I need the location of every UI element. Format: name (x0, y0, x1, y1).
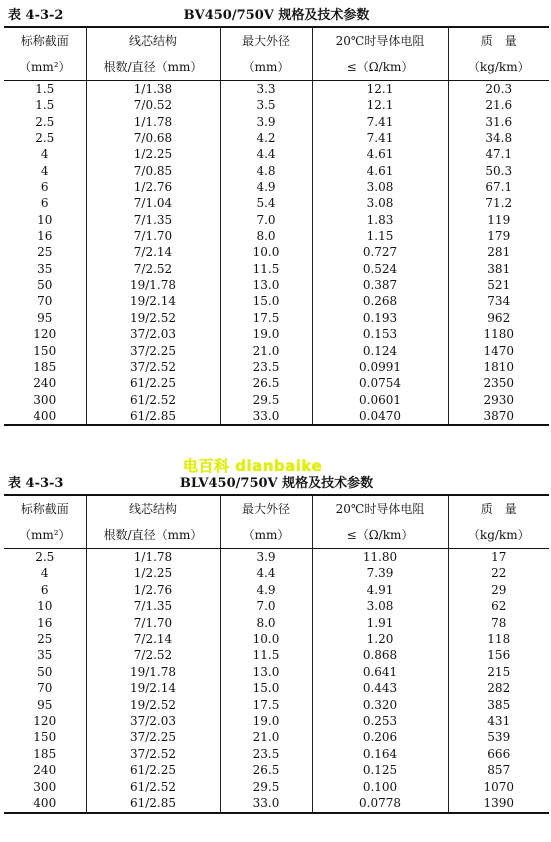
table-cell: 0.153 (312, 326, 448, 342)
table-cell: 150 (33, 730, 57, 745)
column-header (4, 27, 86, 81)
table-cell: 19/1.78 (86, 277, 220, 293)
table-cell: 10.0 (220, 244, 312, 260)
table-cell: 0.320 (312, 697, 448, 713)
table-cell: 4 (40, 566, 49, 581)
table-cell: 1810 (448, 359, 549, 375)
table-cell: 37/2.52 (86, 746, 220, 762)
table-cell: 4.91 (312, 582, 448, 598)
table-cell: 4.4 (220, 565, 312, 581)
spec-table-blv (4, 494, 549, 814)
table-cell: 185 (33, 359, 57, 374)
table-cell: 5.4 (220, 195, 312, 211)
table-body (4, 549, 549, 813)
table-cell: 47.1 (448, 146, 549, 162)
table-row (4, 277, 549, 293)
table-cell: 185 (33, 746, 57, 761)
table-cell: 3.9 (220, 114, 312, 130)
table-cell: 3.5 (220, 97, 312, 113)
column-header-line: （kg/km） (467, 528, 530, 542)
column-header-line: （mm） (242, 528, 290, 542)
column-header (220, 27, 312, 81)
header-row (4, 27, 549, 81)
spec-table-bv (4, 26, 549, 426)
table-cell: 29.5 (220, 779, 312, 795)
table-cell: 7/1.35 (86, 212, 220, 228)
table-cell: 12.1 (312, 81, 448, 98)
column-header (220, 495, 312, 549)
table-block-bv (4, 0, 549, 426)
column-header-line: 线芯结构 (128, 502, 177, 516)
table-cell: 19/2.14 (86, 680, 220, 696)
table-cell: 521 (448, 277, 549, 293)
table-cell: 71.2 (448, 195, 549, 211)
table-cell: 1.5 (35, 98, 55, 113)
table-cell: 7.41 (312, 114, 448, 130)
table-cell: 95 (37, 697, 53, 712)
table-cell: 539 (448, 729, 549, 745)
table-row (4, 631, 549, 647)
table-row (4, 163, 549, 179)
column-header-line: 标称截面 (20, 502, 69, 516)
column-header (312, 495, 448, 549)
table-cell: 4.4 (220, 146, 312, 162)
header-row (4, 495, 549, 549)
table-cell: 0.124 (312, 343, 448, 359)
table-cell: 21.6 (448, 97, 549, 113)
column-header (4, 495, 86, 549)
table-cell: 2930 (448, 392, 549, 408)
table-cell: 7/1.35 (86, 598, 220, 614)
table-cell: 4.2 (220, 130, 312, 146)
table-cell: 1/2.25 (86, 146, 220, 162)
table-cell: 1/2.25 (86, 565, 220, 581)
table-cell: 431 (448, 713, 549, 729)
table-cell: 7/0.68 (86, 130, 220, 146)
column-header (448, 495, 549, 549)
table-cell: 10 (37, 212, 53, 227)
column-header-line: 根数/直径（mm） (103, 60, 203, 74)
table-cell: 3.08 (312, 598, 448, 614)
table-row (4, 375, 549, 391)
table-cell: 21.0 (220, 343, 312, 359)
table-cell: 29.5 (220, 392, 312, 408)
table-cell: 37/2.25 (86, 343, 220, 359)
table-cell: 2.5 (35, 550, 55, 564)
table-cell: 50 (37, 664, 53, 679)
table-cell: 0.443 (312, 680, 448, 696)
table-cell: 1.20 (312, 631, 448, 647)
table-cell: 7/2.52 (86, 261, 220, 277)
table-cell: 1/1.78 (86, 549, 220, 566)
table-row (4, 261, 549, 277)
table-cell: 240 (33, 763, 57, 778)
table-cell: 734 (448, 293, 549, 309)
table-row (4, 97, 549, 113)
table-row (4, 713, 549, 729)
table-row (4, 779, 549, 795)
table-cell: 156 (448, 647, 549, 663)
table-cell: 25 (37, 632, 53, 647)
table-row (4, 293, 549, 309)
table-cell: 95 (37, 310, 53, 325)
table-cell: 78 (448, 615, 549, 631)
table-cell: 1/1.38 (86, 81, 220, 98)
table-cell: 19/1.78 (86, 664, 220, 680)
column-header (448, 27, 549, 81)
table-cell: 0.387 (312, 277, 448, 293)
table-cell: 7.0 (220, 212, 312, 228)
table-row (4, 326, 549, 342)
table-cell: 19.0 (220, 326, 312, 342)
column-header-line: 质 量 (480, 502, 517, 516)
column-header (312, 27, 448, 81)
table-cell: 13.0 (220, 664, 312, 680)
table-cell: 50.3 (448, 163, 549, 179)
column-header-line: 最大外径 (241, 502, 290, 516)
table-cell: 0.0601 (312, 392, 448, 408)
table-cell: 70 (37, 681, 53, 696)
table-row (4, 615, 549, 631)
table-row (4, 81, 549, 98)
table-cell: 666 (448, 746, 549, 762)
table-cell: 240 (33, 376, 57, 391)
table-cell: 400 (4, 408, 86, 425)
table-cell: 3.3 (220, 81, 312, 98)
table-row (4, 228, 549, 244)
table-cell: 6 (40, 196, 49, 211)
table-cell: 17.5 (220, 697, 312, 713)
table-cell: 1390 (448, 795, 549, 812)
table-cell: 26.5 (220, 762, 312, 778)
table-cell: 17.5 (220, 310, 312, 326)
table-cell: 15.0 (220, 680, 312, 696)
table-row (4, 212, 549, 228)
table-number: 表 4-3-3 (8, 476, 64, 491)
table-row (4, 114, 549, 130)
table-cell: 4 (40, 147, 49, 162)
table-cell: 0.524 (312, 261, 448, 277)
table-cell: 1/2.76 (86, 179, 220, 195)
table-cell: 400 (4, 795, 86, 812)
table-cell: 11.5 (220, 647, 312, 663)
table-row (4, 582, 549, 598)
column-header-line: （kg/km） (467, 60, 530, 74)
table-body (4, 81, 549, 426)
table-cell: 281 (448, 244, 549, 260)
table-row (4, 549, 549, 566)
column-header-line: 根数/直径（mm） (103, 528, 203, 542)
table-cell: 0.868 (312, 647, 448, 663)
table-cell: 7.0 (220, 598, 312, 614)
table-cell: 19/2.14 (86, 293, 220, 309)
table-cell: 6 (40, 582, 49, 597)
table-cell: 1.91 (312, 615, 448, 631)
column-header-line: ≤（Ω/km） (346, 528, 414, 542)
table-number: 表 4-3-2 (8, 8, 64, 23)
table-cell: 1.5 (35, 82, 55, 96)
table-cell: 19/2.52 (86, 697, 220, 713)
table-cell: 21.0 (220, 729, 312, 745)
table-row (4, 565, 549, 581)
table-cell: 3.9 (220, 549, 312, 566)
table-cell: 4.61 (312, 163, 448, 179)
column-header-line: （mm） (242, 60, 290, 74)
table-cell: 300 (33, 392, 57, 407)
table-cell: 215 (448, 664, 549, 680)
table-cell: 2.5 (35, 131, 55, 146)
table-cell: 19/2.52 (86, 310, 220, 326)
table-cell: 10.0 (220, 631, 312, 647)
table-cell: 0.253 (312, 713, 448, 729)
table-cell: 0.641 (312, 664, 448, 680)
column-header (86, 495, 220, 549)
table-row (4, 310, 549, 326)
table-cell: 10 (37, 599, 53, 614)
table-cell: 0.268 (312, 293, 448, 309)
table-cell: 33.0 (220, 795, 312, 812)
table-cell: 61/2.85 (86, 408, 220, 425)
table-cell: 7.39 (312, 565, 448, 581)
table-cell: 61/2.25 (86, 375, 220, 391)
column-header-line: 标称截面 (20, 34, 69, 48)
table-cell: 3.08 (312, 195, 448, 211)
table-cell: 12.1 (312, 97, 448, 113)
table-cell: 857 (448, 762, 549, 778)
table-cell: 25 (37, 245, 53, 260)
table-cell: 6 (40, 180, 49, 195)
table-title: BV450/750V 规格及技术参数 (183, 8, 370, 23)
table-row (4, 244, 549, 260)
table-cell: 7/1.70 (86, 615, 220, 631)
table-cell: 8.0 (220, 228, 312, 244)
table-cell: 4.61 (312, 146, 448, 162)
table-cell: 37/2.25 (86, 729, 220, 745)
table-cell: 0.0991 (312, 359, 448, 375)
table-cell: 61/2.52 (86, 392, 220, 408)
table-row (4, 680, 549, 696)
table-row (4, 343, 549, 359)
table-cell: 300 (33, 779, 57, 794)
table-row (4, 762, 549, 778)
column-header-line: 最大外径 (241, 34, 290, 48)
table-cell: 67.1 (448, 179, 549, 195)
column-header (86, 27, 220, 81)
table-cell: 1/2.76 (86, 582, 220, 598)
table-cell: 1.83 (312, 212, 448, 228)
table-cell: 35 (37, 261, 53, 276)
table-cell: 22 (448, 565, 549, 581)
table-caption (4, 0, 549, 26)
column-header-line: （mm²） (18, 60, 71, 74)
table-cell: 150 (33, 343, 57, 358)
table-row (4, 746, 549, 762)
table-cell: 19.0 (220, 713, 312, 729)
table-row (4, 146, 549, 162)
table-cell: 50 (37, 278, 53, 293)
table-cell: 385 (448, 697, 549, 713)
table-cell: 1/1.78 (86, 114, 220, 130)
table-cell: 7/1.70 (86, 228, 220, 244)
table-cell: 70 (37, 294, 53, 309)
table-cell: 1470 (448, 343, 549, 359)
column-header-line: ≤（Ω/km） (346, 60, 414, 74)
table-cell: 179 (448, 228, 549, 244)
table-cell: 962 (448, 310, 549, 326)
table-title: BLV450/750V 规格及技术参数 (179, 476, 374, 491)
table-cell: 1180 (448, 326, 549, 342)
table-cell: 4.8 (220, 163, 312, 179)
table-caption (4, 468, 549, 494)
table-row (4, 408, 549, 425)
table-cell: 37/2.52 (86, 359, 220, 375)
table-cell: 20.3 (448, 81, 549, 98)
table-cell: 7/0.85 (86, 163, 220, 179)
table-cell: 0.0754 (312, 375, 448, 391)
table-block-blv (4, 468, 549, 814)
table-row (4, 392, 549, 408)
table-cell: 62 (448, 598, 549, 614)
table-cell: 35 (37, 648, 53, 663)
table-cell: 7/2.14 (86, 631, 220, 647)
table-cell: 33.0 (220, 408, 312, 425)
table-cell: 1.15 (312, 228, 448, 244)
table-cell: 381 (448, 261, 549, 277)
column-header-line: 质 量 (480, 34, 517, 48)
table-cell: 2.5 (35, 114, 55, 129)
table-cell: 13.0 (220, 277, 312, 293)
table-cell: 120 (33, 327, 57, 342)
table-cell: 0.100 (312, 779, 448, 795)
column-header-line: 线芯结构 (128, 34, 177, 48)
column-header-line: （mm²） (18, 528, 71, 542)
table-cell: 0.164 (312, 746, 448, 762)
table-cell: 11.5 (220, 261, 312, 277)
table-row (4, 195, 549, 211)
column-header-line: 20℃时导体电阻 (335, 502, 425, 516)
table-cell: 61/2.25 (86, 762, 220, 778)
table-cell: 282 (448, 680, 549, 696)
table-cell: 0.0778 (312, 795, 448, 812)
table-cell: 23.5 (220, 359, 312, 375)
table-cell: 2350 (448, 375, 549, 391)
table-row (4, 795, 549, 812)
table-cell: 118 (448, 631, 549, 647)
table-cell: 7.41 (312, 130, 448, 146)
table-cell: 15.0 (220, 293, 312, 309)
table-cell: 37/2.03 (86, 713, 220, 729)
table-cell: 29 (448, 582, 549, 598)
table-row (4, 664, 549, 680)
table-row (4, 647, 549, 663)
table-cell: 119 (448, 212, 549, 228)
column-header-line: 20℃时导体电阻 (335, 34, 425, 48)
table-cell: 0.0470 (312, 408, 448, 425)
table-cell: 1070 (448, 779, 549, 795)
table-cell: 0.206 (312, 729, 448, 745)
table-row (4, 130, 549, 146)
table-cell: 16 (37, 229, 53, 244)
table-cell: 7/0.52 (86, 97, 220, 113)
table-cell: 8.0 (220, 615, 312, 631)
table-row (4, 179, 549, 195)
table-cell: 17 (448, 549, 549, 566)
table-cell: 16 (37, 615, 53, 630)
table-row (4, 359, 549, 375)
table-cell: 4.9 (220, 582, 312, 598)
table-cell: 4.9 (220, 179, 312, 195)
table-cell: 0.193 (312, 310, 448, 326)
table-cell: 4 (40, 163, 49, 178)
table-cell: 23.5 (220, 746, 312, 762)
table-cell: 0.125 (312, 762, 448, 778)
table-cell: 7/2.14 (86, 244, 220, 260)
table-cell: 37/2.03 (86, 326, 220, 342)
table-cell: 31.6 (448, 114, 549, 130)
table-cell: 0.727 (312, 244, 448, 260)
watermark: 电百科 dianbaike (183, 457, 323, 475)
table-cell: 34.8 (448, 130, 549, 146)
table-cell: 120 (33, 714, 57, 729)
table-cell: 3.08 (312, 179, 448, 195)
table-cell: 3870 (448, 408, 549, 425)
table-row (4, 729, 549, 745)
table-cell: 61/2.52 (86, 779, 220, 795)
table-row (4, 598, 549, 614)
table-row (4, 697, 549, 713)
table-cell: 7/2.52 (86, 647, 220, 663)
table-cell: 11.80 (312, 549, 448, 566)
table-cell: 7/1.04 (86, 195, 220, 211)
table-cell: 26.5 (220, 375, 312, 391)
table-cell: 61/2.85 (86, 795, 220, 812)
